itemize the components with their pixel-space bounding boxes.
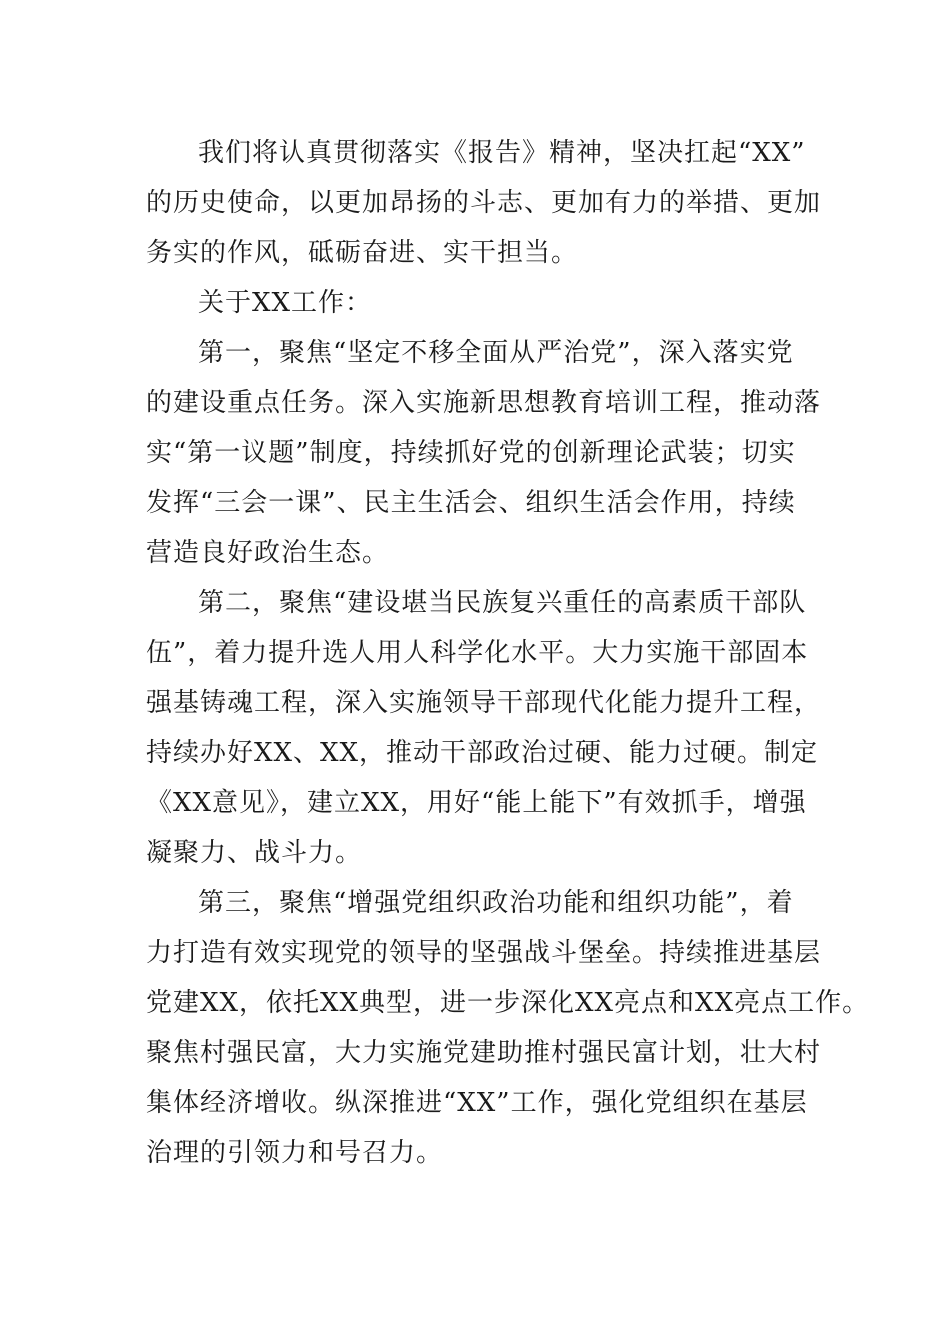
text-line: 伍”，着力提升选人用人科学化水平。大力实施干部固本 [146,638,809,668]
text-line: 营造良好政治生态。 [146,538,390,568]
text-line: 治理的引领力和号召力。 [146,1138,444,1168]
text-line: 凝聚力、战斗力。 [146,838,363,868]
text-line: 《XX意见》，建立XX，用好“能上能下”有效抓手，增强 [146,788,807,818]
section-heading: 关于XX工作： [198,288,373,318]
text-line: 的历史使命，以更加昂扬的斗志、更加有力的举措、更加 [146,188,822,218]
text-line: 力打造有效实现党的领导的坚强战斗堡垒。持续推进基层 [146,938,822,968]
text-line: 实“第一议题”制度，持续抓好党的创新理论武装；切实 [146,438,796,468]
text-line: 务实的作风，砥砺奋进、实干担当。 [146,238,579,268]
text-line: 党建XX，依托XX典型，进一步深化XX亮点和XX亮点工作。 [146,988,870,1018]
text-line: 第三，聚焦“增强党组织政治功能和组织功能”，着 [198,888,794,918]
text-line: 第二，聚焦“建设堪当民族复兴重任的高素质干部队 [198,588,807,618]
text-line: 强基铸魂工程，深入实施领导干部现代化能力提升工程， [146,688,822,718]
text-line: 我们将认真贯彻落实《报告》精神，坚决扛起“XX” [198,138,806,168]
text-line: 发挥“三会一课”、民主生活会、组织生活会作用，持续 [146,488,796,518]
document-body [146,128,870,1178]
text-line: 持续办好XX、XX，推动干部政治过硬、能力过硬。制定 [146,738,819,768]
text-line: 聚焦村强民富，大力实施党建助推村强民富计划，壮大村 [146,1038,822,1068]
text-line: 的建设重点任务。深入实施新思想教育培训工程，推动落 [146,388,822,418]
text-line: 第一，聚焦“坚定不移全面从严治党”，深入落实党 [198,338,794,368]
text-line: 集体经济增收。纵深推进“XX”工作，强化党组织在基层 [146,1088,808,1118]
